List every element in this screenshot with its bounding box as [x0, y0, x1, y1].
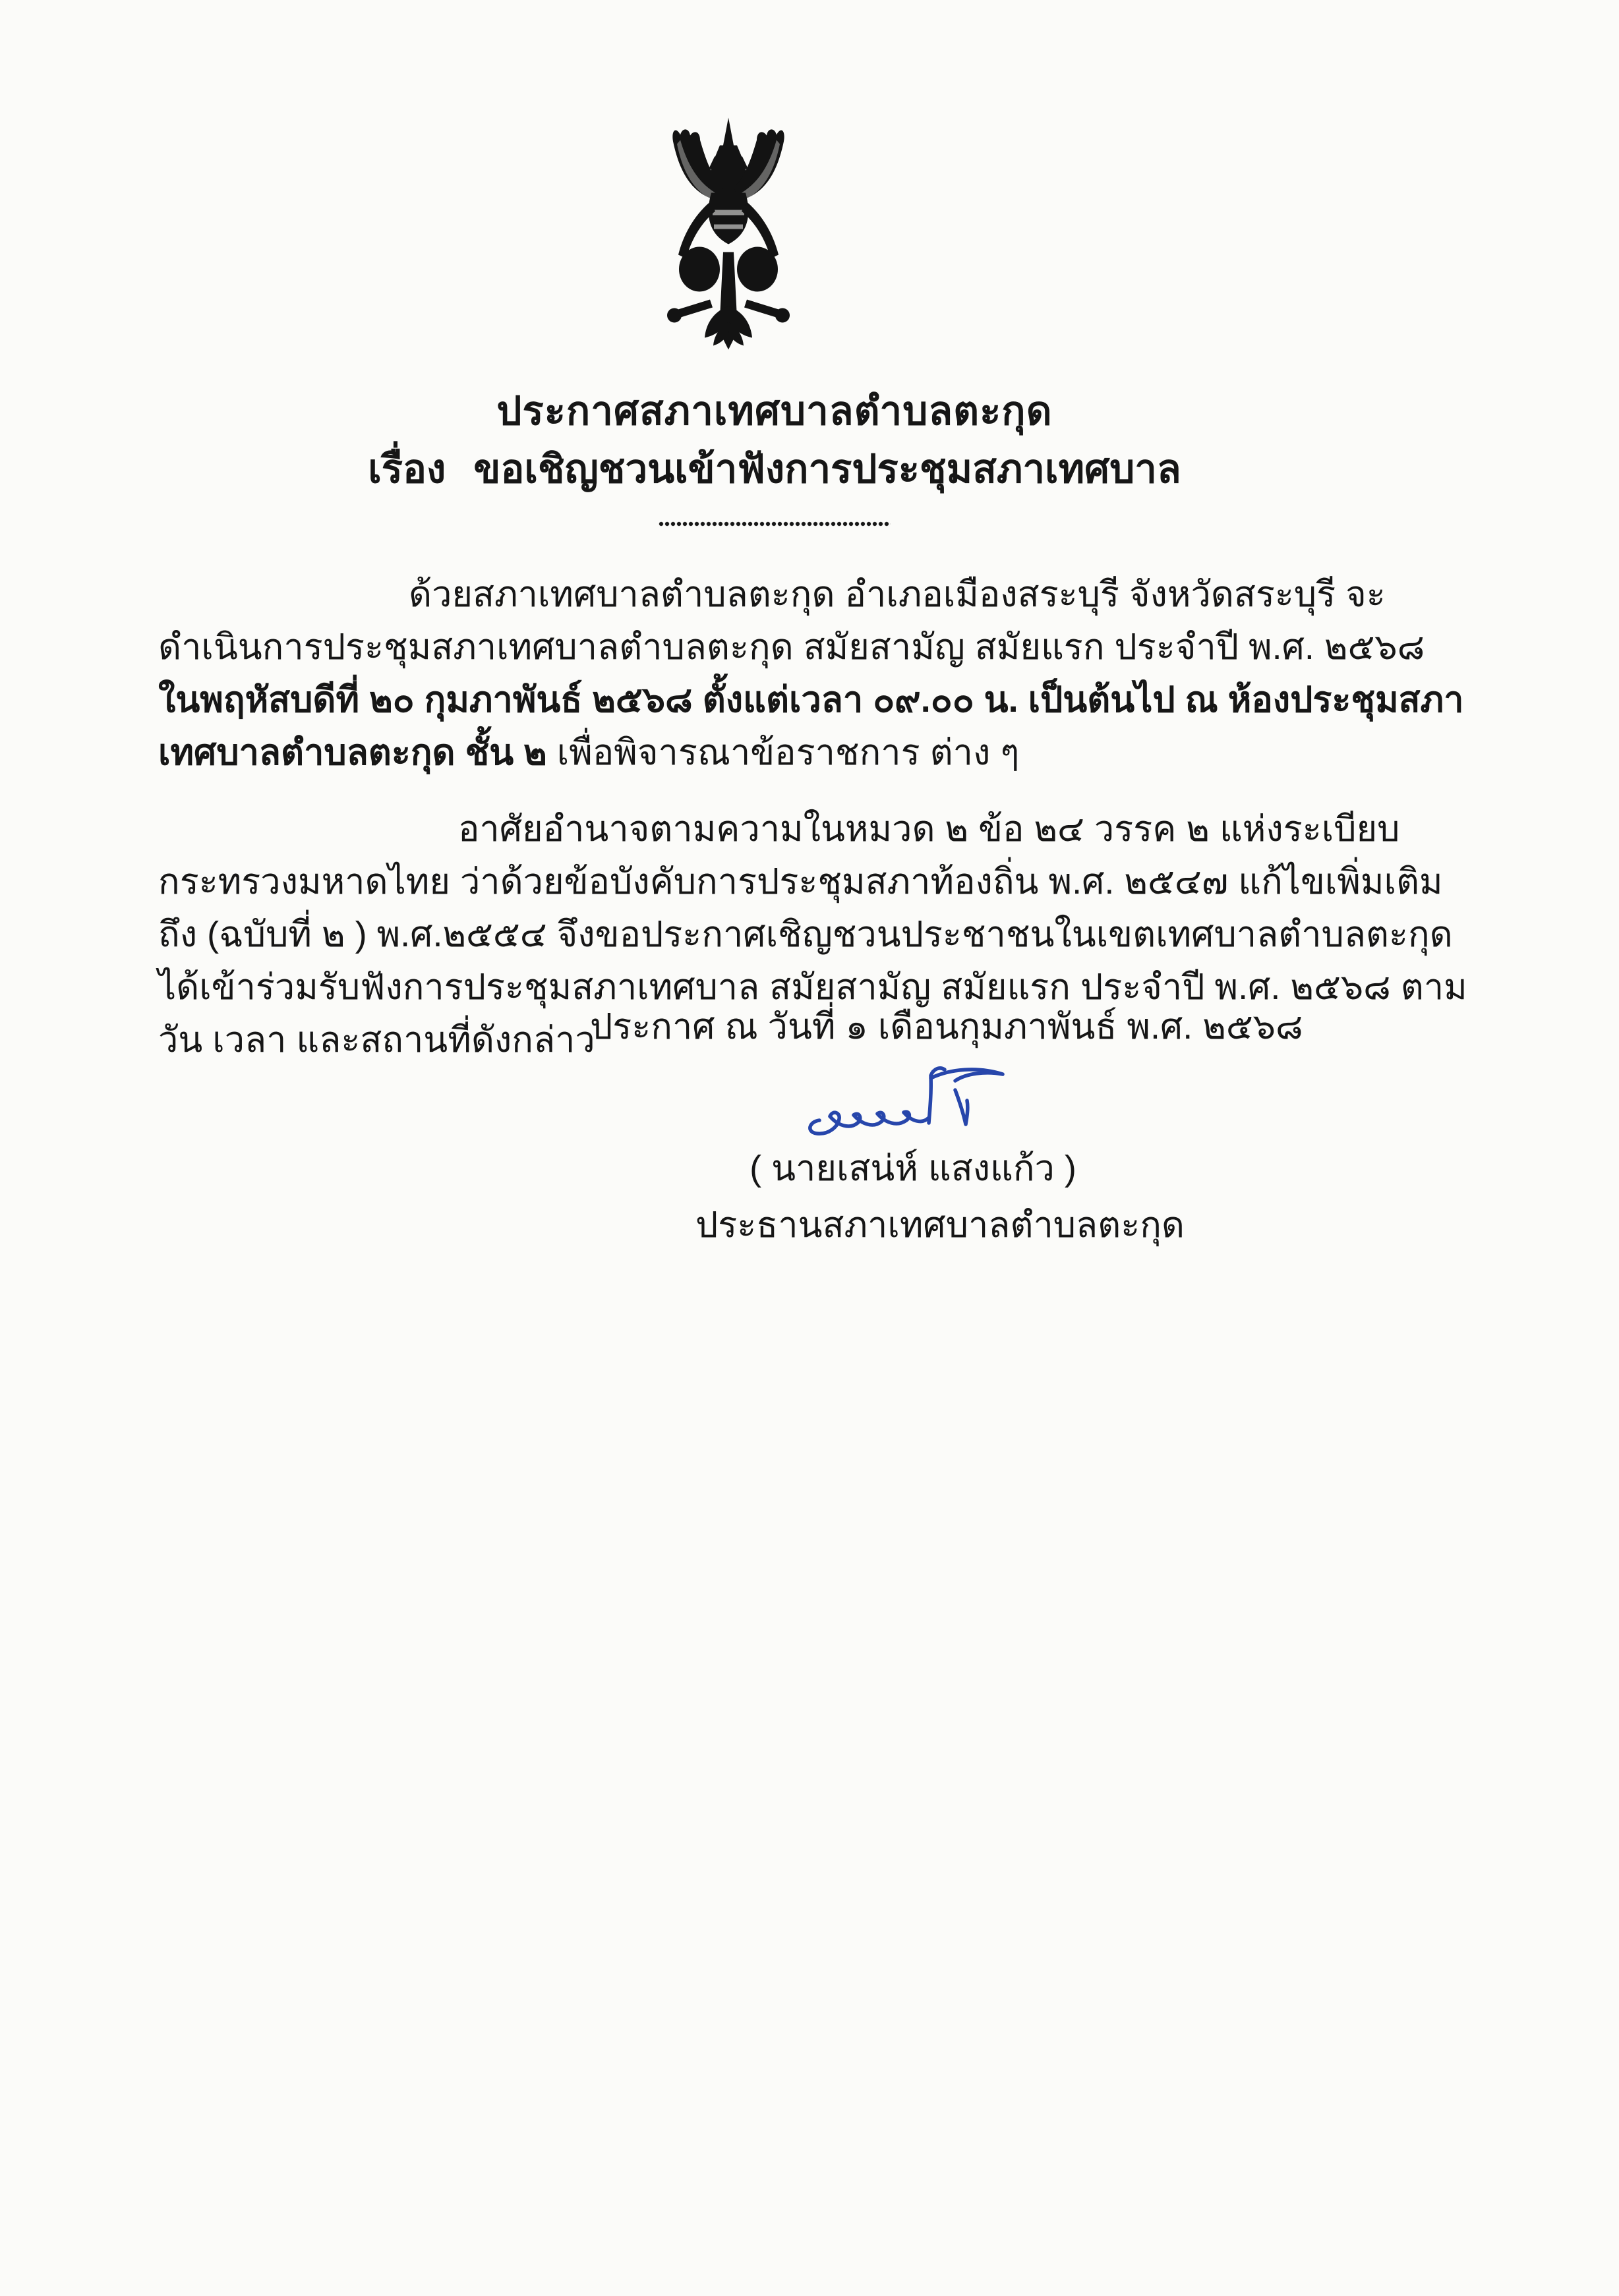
garuda-emblem-icon — [649, 112, 808, 372]
paragraph-1-text: ด้วยสภาเทศบาลตำบลตะกุด อำเภอเมืองสระบุรี จังหวัดสระบุรี จะดำเนินการประชุมสภาเทศบาลตำบลตะกุด สมัยสามัญ สมัยแรก ประจำปี พ.ศ. ๒๕๖๘ — [158, 575, 1425, 667]
announcement-date-line: ประกาศ ณ วันที่ ๑ เดือนกุมภาพันธ์ พ.ศ. ๒๕๖๘ — [590, 1007, 1303, 1047]
paragraph-1 — [158, 568, 1473, 779]
handwritten-signature — [800, 1060, 1027, 1142]
subject-prefix-label: เรื่อง — [368, 447, 446, 491]
subject-text: ขอเชิญชวนเข้าฟังการประชุมสภาเทศบาล — [473, 447, 1181, 491]
document-title: ประกาศสภาเทศบาลตำบลตะกุด — [496, 389, 1053, 433]
signatory-title: ประธานสภาเทศบาลตำบลตะกุด — [695, 1205, 1185, 1245]
paragraph-1-text-end: เพื่อพิจารณาข้อราชการ ต่าง ๆ — [556, 733, 1020, 772]
paragraph-1-bold-meeting-datetime: ในพฤหัสบดีที่ ๒๐ กุมภาพันธ์ ๒๕๖๘ ตั้งแต่เวลา ๐๙.๐๐ น. เป็นต้นไป ณ ห้องประชุมสภาเทศบาลตำบลตะกุด ชั้น ๒ — [158, 680, 1464, 772]
document-header — [92, 384, 1457, 527]
signatory-name: ( นายเสน่ห์ แสงแก้ว ) — [750, 1149, 1076, 1188]
signature-block — [695, 1060, 1185, 1246]
dotted-divider — [659, 521, 891, 527]
document-subject-line — [92, 442, 1457, 497]
paragraph-2-text: อาศัยอำนาจตามความในหมวด ๒ ข้อ ๒๔ วรรค ๒ แห่งระเบียบกระทรวงมหาดไทย ว่าด้วยข้อบังคับการประชุมสภาท้องถิ่น พ.ศ. ๒๕๔๗ แก้ไขเพิ่มเติมถึง (ฉบับที่ ๒ ) พ.ศ.๒๕๕๔ จึงขอประกาศเชิญชวนประชาชนในเขตเทศบาลตำบลตะกุด ได้เข้าร่วมรับฟังการประชุมสภาเทศบาล สมัยสามัญ สมัยแรก ประจำปี พ.ศ. ๒๕๖๘ ตามวัน เวลา และสถานที่ดังกล่าว — [158, 809, 1467, 1060]
